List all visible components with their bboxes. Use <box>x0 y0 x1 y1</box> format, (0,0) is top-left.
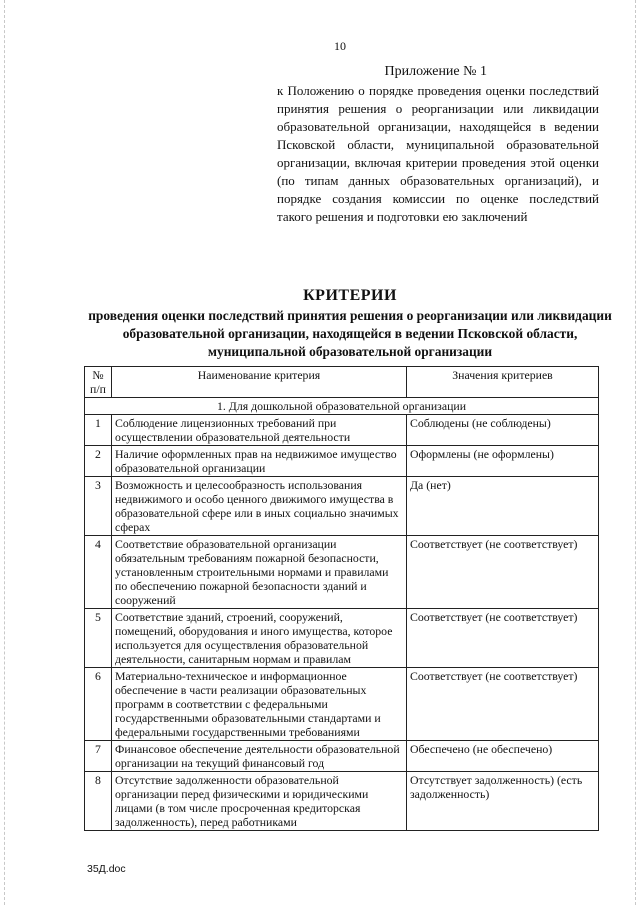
row-criterion: Материально-техническое и информационное обеспечение в части реализации образовательных программ в соответствии с федеральными государственными образовательными стандартами и федеральными государственными требованиями <box>112 668 407 741</box>
row-value: Да (нет) <box>407 477 599 536</box>
page-edge-left <box>4 0 5 905</box>
appendix-block <box>277 63 599 226</box>
row-criterion: Соблюдение лицензионных требований при осуществлении образовательной деятельности <box>112 415 407 446</box>
criteria-table <box>84 366 599 831</box>
document-heading <box>70 287 630 361</box>
appendix-body: к Положению о порядке проведения оценки последствий принятия решения о реорганизации или ликвидации образовательной организации, находящейся в ведении Псковской области, муниципальной образовательной организации, включая критерии проведения этой оценки (по типам данных образовательных организаций), и порядке создания комиссии по оценке последствий такого решения и подготовки ею заключений <box>277 83 599 224</box>
heading-title: КРИТЕРИИ <box>303 287 397 304</box>
row-criterion: Отсутствие задолженности образовательной организации перед физическими и юридическими лицами (в том числе просроченная кредиторская задолженность), перед работниками <box>112 772 407 831</box>
table-header-row <box>85 367 599 398</box>
table-row <box>85 668 599 741</box>
header-value: Значения критериев <box>407 367 599 398</box>
row-criterion: Соответствие образовательной организации обязательным требованиям пожарной безопасности, установленным строительными нормами и правилами по обеспечению пожарной безопасности зданий и сооружений <box>112 536 407 609</box>
footer-filename: 35Д.doc <box>87 863 126 875</box>
appendix-title: Приложение № 1 <box>384 64 487 79</box>
row-num: 1 <box>85 415 112 446</box>
row-num: 5 <box>85 609 112 668</box>
table-row <box>85 477 599 536</box>
table-row <box>85 415 599 446</box>
row-value: Оформлены (не оформлены) <box>407 446 599 477</box>
section-row <box>85 398 599 415</box>
row-num: 3 <box>85 477 112 536</box>
row-value: Соблюдены (не соблюдены) <box>407 415 599 446</box>
row-num: 8 <box>85 772 112 831</box>
page-edge-right <box>635 0 636 905</box>
table-row <box>85 536 599 609</box>
row-value: Отсутствует задолженность) (есть задолженность) <box>407 772 599 831</box>
row-criterion: Соответствие зданий, строений, сооружений, помещений, оборудования и иного имущества, которое используется для осуществления образовательной деятельности, санитарным нормам и правилам <box>112 609 407 668</box>
header-name: Наименование критерия <box>112 367 407 398</box>
section-title: 1. Для дошкольной образовательной организации <box>85 398 599 415</box>
page-number: 10 <box>334 39 346 53</box>
heading-subtitle: проведения оценки последствий принятия решения о реорганизации или ликвидации образовательной организации, находящейся в ведении Псковской области, муниципальной образовательной организации <box>88 308 612 359</box>
row-num: 4 <box>85 536 112 609</box>
row-criterion: Возможность и целесообразность использования недвижимого и особо ценного движимого имущества в образовательной сфере или в иных социально значимых сферах <box>112 477 407 536</box>
row-criterion: Финансовое обеспечение деятельности образовательной организации на текущий финансовый год <box>112 741 407 772</box>
row-value: Обеспечено (не обеспечено) <box>407 741 599 772</box>
row-num: 7 <box>85 741 112 772</box>
row-value: Соответствует (не соответствует) <box>407 668 599 741</box>
header-num: № п/п <box>85 367 112 398</box>
table-row <box>85 609 599 668</box>
table-row <box>85 446 599 477</box>
row-value: Соответствует (не соответствует) <box>407 536 599 609</box>
row-num: 2 <box>85 446 112 477</box>
table-row <box>85 741 599 772</box>
row-num: 6 <box>85 668 112 741</box>
row-criterion: Наличие оформленных прав на недвижимое имущество образовательной организации <box>112 446 407 477</box>
table-row <box>85 772 599 831</box>
row-value: Соответствует (не соответствует) <box>407 609 599 668</box>
